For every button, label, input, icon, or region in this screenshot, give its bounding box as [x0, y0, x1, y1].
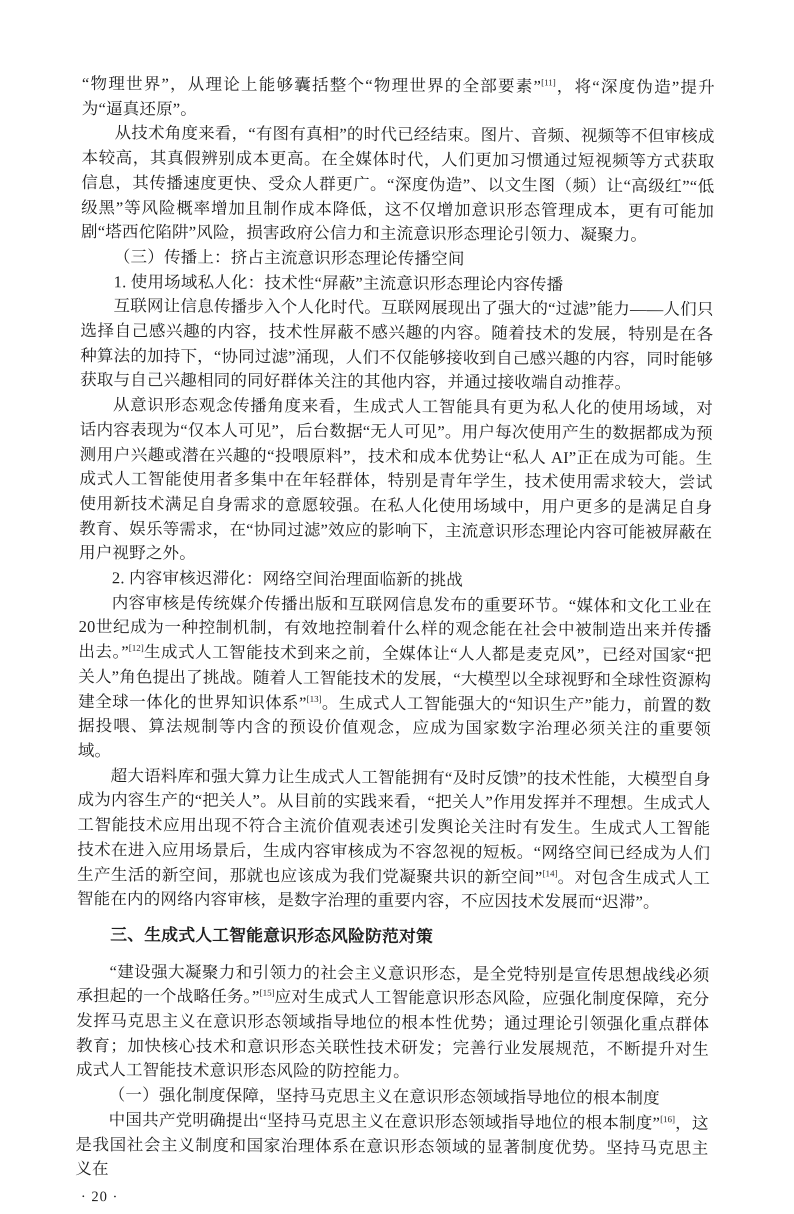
- footnote-reference: [15]: [259, 987, 275, 999]
- subsection-heading: （三）传播上：挤占主流意识形态理论传播空间: [113, 247, 465, 269]
- paragraph: 从技术角度来看，“有图有真相”的时代已经结束。图片、音频、视频等不但审核成本较高，其真假辨别成本更高。在全媒体时代，人们更加习惯通过短视频等方式获取信息，其传播速度更快、受众人群更广。“深度伪造”、以文生图（频）让“高级红”“低级黑”等风险概率增加且制作成本降低，这不仅增加意识形态管理成本，更有可能加剧“塔西佗陷阱”风险，损害政府公信力和主流意识形态理论引领力、凝聚力。: [80, 123, 715, 245]
- paragraph: 中国共产党明确提出“坚持马克思主义在意识形态领域指导地位的根本制度”[16]，这是我国社会主义制度和国家治理体系在意识形态领域的显著制度优势。坚持马克思主义在: [75, 1110, 709, 1179]
- text-column: [75, 72, 715, 1213]
- paragraph: 从意识形态观念传播角度来看，生成式人工智能具有更为私人化的使用场域，对话内容表现为“仅本人可见”，后台数据“无人可见”。用户每次使用产生的数据都成为预测用户兴趣或潜在兴趣的“投喂原料”，技术和成本优势让“私人 AI”正在成为可能。生成式人工智能使用者多集中在年轻群体，特别是青年学生，技术使用需求较大，尝试使用新技术满足自身需求的意愿较强。在私人化使用场域中，用户更多的是满足自身教育、娱乐等需求，在“协同过滤”效应的影响下，主流意识形态理论内容可能被屏蔽在用户视野之外。: [79, 395, 714, 564]
- footnote-reference: [12]: [128, 642, 144, 654]
- footnote-reference: [11]: [541, 77, 556, 88]
- footnote-reference: [16]: [660, 1113, 676, 1124]
- subsection-heading: （一）强化制度保障，坚持马克思主义在意识形态领域指导地位的根本制度: [108, 1085, 660, 1108]
- footnote-reference: [13]: [306, 693, 322, 704]
- continued-paragraph: “物理世界”，从理论上能够囊括整个“物理世界的全部要素”[11]，将“深度伪造”提升为“逼真还原”。: [81, 73, 715, 119]
- paragraph: 内容审核是传统媒介传播出版和互联网信息发布的重要环节。“媒体和文化工业在20世纪成为一种控制机制，有效地控制着什么样的观念能在社会中被制造出来并传播出去。”[12]生成式人工智能技术到来之前，全媒体让“人人都是麦克风”，已经对国家“把关人”角色提出了挑战。随着人工智能技术的发展，“大模型以全球视野和全球性资源构建全球一体化的世界知识体系”[13]。生成式人工智能强大的“知识生产”能力，前置的数据投喂、算法规制等内含的预设价值观念，应成为国家数字治理必须关注的重要领域。: [77, 592, 712, 761]
- paragraph: “建设强大凝聚力和引领力的社会主义意识形态，是全党特别是宣传思想战线必须承担起的一个战略任务。”[15]应对生成式人工智能意识形态风险，应强化制度保障，充分发挥马克思主义在意识形态领域指导地位的根本性优势；通过理论引领强化重点群体教育；加快核心技术和意识形态关联性技术研发；完善行业发展规范，不断提升对生成式人工智能技术意识形态风险的防控能力。: [75, 961, 710, 1082]
- paragraph: 超大语料库和强大算力让生成式人工智能拥有“及时反馈”的技术性能，大模型自身成为内容生产的“把关人”。从目前的实践来看，“把关人”作用发挥并不理想。生成式人工智能技术应用出现不符合主流价值观表述引发舆论关注时有发生。生成式人工智能技术在进入应用场景后，生成内容审核成为不容忽视的短板。“网络空间已经成为人们生产生活的新空间，那就也应该成为我们党凝聚共识的新空间”[14]。对包含生成式人工智能在内的网络内容审核，是数字治理的重要内容，不应因技术发展而“迟滞”。: [76, 765, 711, 912]
- page-number: · 20 ·: [80, 1188, 119, 1206]
- paragraph: 互联网让信息传播步入个人化时代。互联网展现出了强大的“过滤”能力——人们只选择自己感兴趣的内容，技术性屏蔽不感兴趣的内容。随着技术的发展，特别是在各种算法的加持下，“协同过滤”涌现，人们不仅能够接收到自己感兴趣的内容，同时能够获取与自己兴趣相同的同好群体关注的其他内容，并通过接收端自动推荐。: [80, 296, 714, 393]
- numbered-point-heading: 2. 内容审核迟滞化：网络空间治理面临新的挑战: [111, 568, 464, 590]
- section-heading: 三、生成式人工智能意识形态风险防范对策: [110, 925, 434, 947]
- footnote-reference: [14]: [542, 867, 558, 878]
- numbered-point-heading: 1. 使用场域私人化：技术性“屏蔽”主流意识形态理论内容传播: [113, 271, 564, 294]
